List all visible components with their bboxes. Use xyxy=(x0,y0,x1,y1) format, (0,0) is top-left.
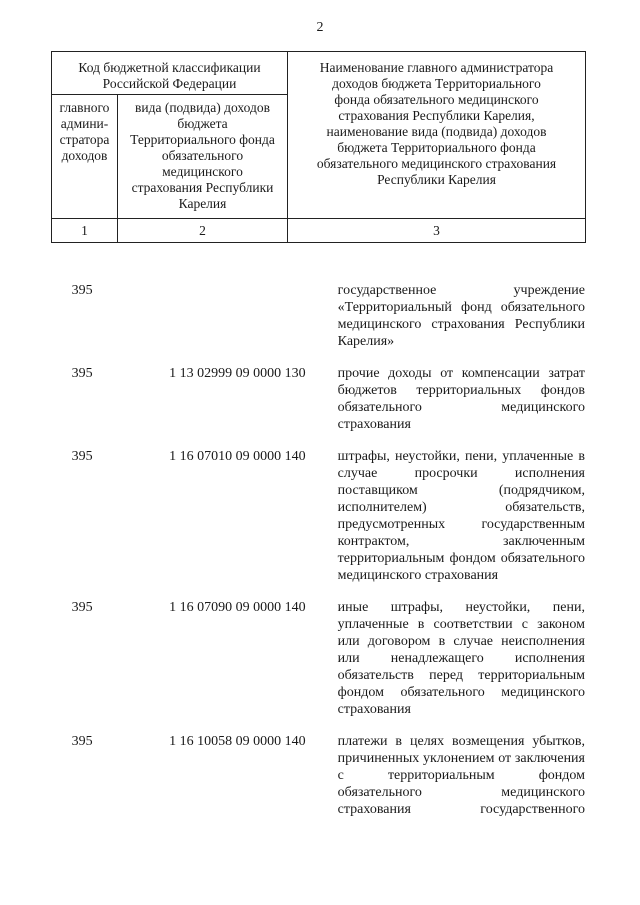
name-line: медицинского страхования xyxy=(337,568,499,583)
name-line: поставщиком (подрядчиком, xyxy=(337,483,585,498)
income-type-header: вида (подвида) доходов бюджета Территориального фонда обязательного медицинского страхования Республики Карелия xyxy=(118,95,288,219)
income-type-code: 1 13 02999 09 0000 130 xyxy=(169,366,306,381)
name-line: с территориальным фондом xyxy=(337,768,585,783)
name-line: фондом обязательного медицинского xyxy=(337,685,585,700)
name-line: обязательного медицинского xyxy=(337,400,585,415)
income-row xyxy=(51,448,585,584)
name-line: или договором в случае неисполнения xyxy=(337,634,585,649)
name-line: страхования xyxy=(337,417,411,432)
income-row xyxy=(51,733,585,818)
administrator-code: 395 xyxy=(71,283,93,298)
name-line: штрафы, неустойки, пени, уплаченные в xyxy=(337,449,585,464)
page-number: 2 xyxy=(316,20,324,35)
name-line: государственное учреждение xyxy=(337,283,585,298)
name-line: обязательного медицинского xyxy=(337,785,585,800)
administrator-code: 395 xyxy=(71,366,93,381)
budget-classification-header-table xyxy=(51,51,586,243)
name-line: случае просрочки исполнения xyxy=(337,466,585,481)
name-line: бюджетов территориальных фондов xyxy=(337,383,585,398)
income-row xyxy=(51,282,585,350)
income-type-name xyxy=(338,365,585,433)
income-type-code: 1 16 07090 09 0000 140 xyxy=(169,600,306,615)
name-line: страхования xyxy=(337,702,411,717)
income-type-name xyxy=(338,282,585,350)
income-type-code xyxy=(113,282,305,350)
administrator-name-header: Наименование главного администратора доходов бюджета Территориального фонда обязательного медицинского страхования Республики Карелия, наименование вида (подвида) доходов бюджета Территориального фонда обязательного медицинского страхования Республики Карелия xyxy=(288,52,586,219)
name-line: иные штрафы, неустойки, пени, xyxy=(337,600,585,615)
name-line: или ненадлежащего исполнения xyxy=(337,651,585,666)
income-classification-list xyxy=(51,282,585,833)
name-line: Карелия» xyxy=(337,334,395,349)
name-line: уплаченные в соответствии с законом xyxy=(337,617,585,632)
name-line: причиненных уклонением от заключения xyxy=(337,751,585,766)
name-line: платежи в целях возмещения убытков, xyxy=(337,734,585,749)
name-line: «Территориальный фонд обязательного xyxy=(337,300,585,315)
income-type-name xyxy=(338,599,585,718)
name-line: контрактом, заключенным xyxy=(337,534,585,549)
name-line: страхования государственного xyxy=(337,802,585,817)
budget-code-group-header: Код бюджетной классификации Российской Федерации xyxy=(52,52,288,95)
name-line: медицинского страхования Республики xyxy=(337,317,585,332)
administrator-code: 395 xyxy=(71,734,93,749)
chief-administrator-header: главного админи- стратора доходов xyxy=(52,95,118,219)
administrator-code: 395 xyxy=(71,600,93,615)
name-line: обязательств перед территориальным xyxy=(337,668,585,683)
name-line: предусмотренных государственным xyxy=(337,517,585,532)
name-line: территориальным фондом обязательного xyxy=(337,551,585,566)
income-row xyxy=(51,365,585,433)
income-row xyxy=(51,599,585,718)
income-type-name xyxy=(338,448,585,584)
income-type-name xyxy=(338,733,585,818)
name-line: исполнителем) обязательств, xyxy=(337,500,585,515)
income-type-code: 1 16 10058 09 0000 140 xyxy=(169,734,306,749)
column-number-2: 2 xyxy=(118,219,288,243)
column-number-1: 1 xyxy=(52,219,118,243)
income-type-code: 1 16 07010 09 0000 140 xyxy=(169,449,306,464)
administrator-code: 395 xyxy=(71,449,93,464)
name-line: прочие доходы от компенсации затрат xyxy=(337,366,585,381)
column-number-3: 3 xyxy=(288,219,586,243)
